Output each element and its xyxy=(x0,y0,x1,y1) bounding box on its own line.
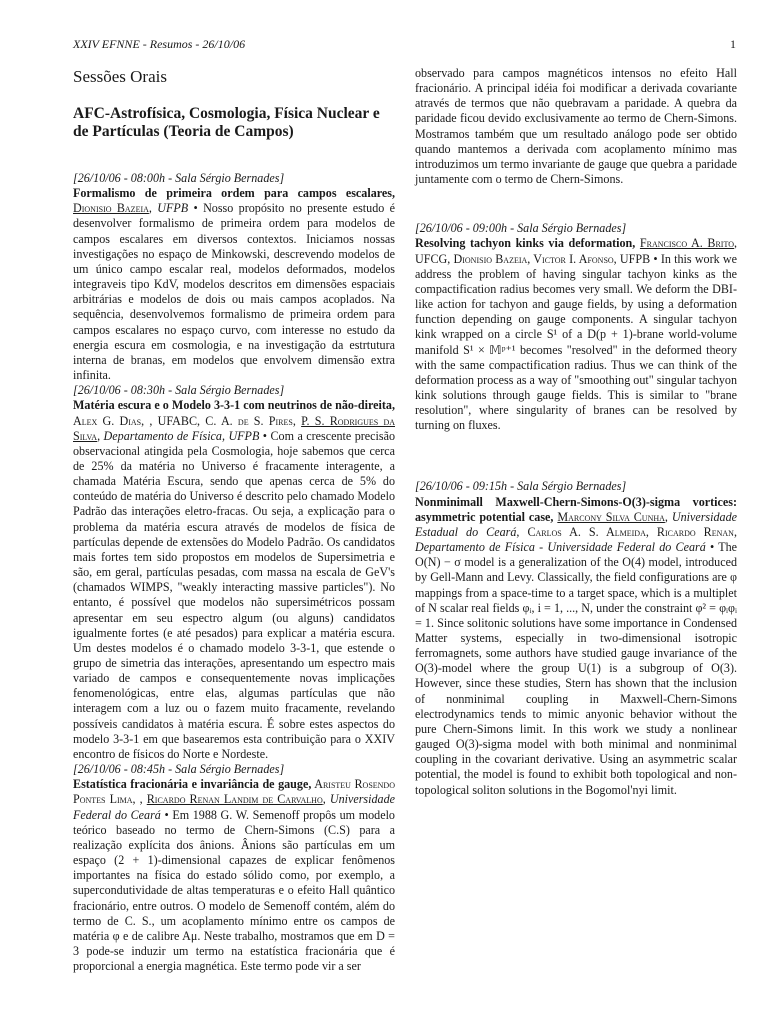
abstract-title: Estatística fracionária e invariância de gauge, xyxy=(73,777,312,792)
section-title: Sessões Orais xyxy=(73,67,167,86)
session-info: [26/10/06 - 08:00h - Sala Sérgio Bernades] xyxy=(73,171,285,185)
header-title: XXIV EFNNE - Resumos - 26/10/06 xyxy=(73,37,246,51)
abstract-entry-4 xyxy=(415,221,737,433)
abstract-title: Matéria escura e o Modelo 3-3-1 com neutrinos de não-direita, xyxy=(73,398,395,413)
page-number: 1 xyxy=(730,37,736,51)
abstract-title: Resolving tachyon kinks via deformation, xyxy=(415,236,636,251)
co-authors: Alex G. Dias, , UFABC, C. A. de S. Pires, xyxy=(73,413,302,428)
abstract-body: • Com a crescente precisão observacional atingida pela Cosmologia, hoje sabemos que cerca de 25% da matéria no Universo é fracamente interagente, a chamada Matéria Escura, sendo que apenas cerca de 5% do conteúdo de matéria do Universo é descrito pelo chamado Modelo Padrão das interações eletro-fracas. Ou seja, a explicação para o problema da matéria escura através de modelos de física de partículas depende de extensões do Modelo Padrão. Os candidatos mais fortes tem sido propostos em modelos de Supersimetria e são, em geral, partículas pesadas, com massa na escala de GeV's (chamados WIMPS, "weakly interacting massive particles"). No entanto, é possível que modelos não supersimétricos possam apresentar em seu espectro algum (ou alguns) candidatos igualmente fortes (e até pesados) para explicar a matéria escura. Um destes modelos é o chamado modelo 3-3-1, que estende o grupo de simetria das interações, apresentando um espectro mais variado de campos e consequentemente novas implicações fenomenológicas, entre elas, algumas partículas que não interagem com a luz ou o fazem muito fracamente, revelando possíveis candidatos à matéria escura. É sobre estes aspectos do modelo 3-3-1 em que basearemos esta contribuição para o XXIV encontro de físicos do Norte e Nordeste. xyxy=(73,428,395,761)
abstract-text xyxy=(73,186,395,383)
abstract-body: • Nosso propósito no presente estudo é desenvolver formalismo de primeira ordem para modelos de campos escalares em diversos contextos. Iniciamos nossas investigações no espaço de Minkowski, descrevendo modelos de um único campo escalar real, modelos deformados, modelos integraveis tipo KdV, modelos descritos em dimensões espaciais arbitrárias e modelos de dois ou mais campos acoplados. Na sequência, desenvolvemos formalismo de primeira ordem para campos escalares no espaço curvo, com interesse no estudo da energia escura em cosmologia, e na investigação da estrtutura interna de branas, em modelos que envolvem dimensão extra infinita. xyxy=(73,201,396,383)
abstract-body: • Em 1988 G. W. Semenoff propôs um modelo teórico baseado no termo de Chern-Simons (C.S) para a realização explícita dos ânions. Ânions são partículas em um espaço (2 + 1)-dimensional capazes de explicar fenômenos importantes na física do estado sólido como, por exemplo, a supercondutividade de altas temperaturas e o efeito Hall quântico fracionário, entre outros. O modelo de Semenoff contém, além do termo de C. S., um acoplamento mínimo entre os campos de matéria φ e de calibre Aμ. Neste trabalho, mostramos que em D = 3 pode-se induzir um termo na estatística fracionária que é proporcional a energia magnética. Este termo pode vir a ser xyxy=(73,807,395,974)
session-info: [26/10/06 - 08:45h - Sala Sérgio Bernades] xyxy=(73,762,285,777)
presenting-author: Marcony Silva Cunha xyxy=(557,509,665,524)
abstract-body: • In this work we address the problem of having singular tachyon kinks as the compactification radius becomes very small. We deform the DBI-like action for tachyon and gauge fields, by using a deformation function depending on gauge components. A singular tachyon kink wrapped on a circle S¹ of a D(p + 1)-brane world-volume manifold S¹ × 𝕄ᵖ⁺¹ becomes "resolved" in the deformed theory with the same compactification radius. Thus we can think of the deformation process as a way of "smoothing out" singular tachyon kink solutions through gauge fields. This is similar to "brane resolution", where singularity of branes can be resolved by turning on fluxes. xyxy=(415,251,737,433)
subsection-title: AFC-Astrofísica, Cosmologia, Física Nuclear e de Partículas (Teoria de Campos) xyxy=(73,105,380,140)
abstract-text xyxy=(73,777,395,974)
session-info: [26/10/06 - 09:00h - Sala Sérgio Bernades] xyxy=(415,221,627,236)
session-info: [26/10/06 - 09:15h - Sala Sérgio Bernades] xyxy=(415,479,627,494)
co-authors: , UFCG, Dionisio Bazeia, Victor I. Afonso, UFPB xyxy=(415,236,738,266)
abstract-text xyxy=(73,398,395,762)
session-info: [26/10/06 - 08:30h - Sala Sérgio Bernades] xyxy=(73,383,285,398)
affiliation-2: Departamento de Física - Universidade Federal do Ceará xyxy=(415,540,706,555)
affiliation: , Universidade Estadual do Ceará xyxy=(415,509,737,539)
left-column xyxy=(73,62,395,974)
abstract-body: • The O(N) − σ model is a generalization of the O(4) model, introduced by Gell-Mann and Levy. Classically, the field configurations are φ mappings from a space-time to a target space, which is a multiplet of N scalar real fields φᵢ, i = 1, ..., N, under the constraint φ² = φᵢφᵢ = 1. Since solitonic solutions have some importance in Condensed Matter systems, especially in two-dimensional isotropic ferromagnets, some authors have studied gauge invariance of the O(3)-model where the group U(1) is a subgroup of O(3). However, since these studies, Stern has shown that the inclusion of nonminimal coupling in Maxwell-Chern-Simons electrodynamics tends to mimic anyonic behavior without the pure Chern-Simons limit. In this work we study a nonlinear gauged O(3)-sigma model with both minimal and nonminimal coupling in the covariant derivative. Using an asymmetric scalar potential, the model is found to exhibit both topological and non-topological soliton solutions in the Bogomol'nyi limit. xyxy=(415,540,737,797)
abstract-entry-5 xyxy=(415,479,737,797)
running-header xyxy=(73,37,736,52)
abstract-text xyxy=(415,495,737,798)
abstract-text xyxy=(415,236,737,433)
affiliation: , Departamento de Física, UFPB xyxy=(97,428,260,443)
presenting-author: Francisco A. Brito xyxy=(639,236,734,251)
presenting-author: P. S. Rodrigues da Silva xyxy=(73,413,396,443)
continued-text xyxy=(415,66,737,187)
co-authors: Aristeu Rosendo Pontes Lima, , xyxy=(73,777,395,807)
abstract-title: Formalismo de primeira ordem para campos escalares, xyxy=(73,186,395,201)
presenting-author: Dionisio Bazeia xyxy=(73,201,149,216)
abstract-entry-2 xyxy=(73,383,395,762)
abstract-entry-3 xyxy=(73,762,395,974)
affiliation: , Universidade Federal do Ceará xyxy=(73,792,395,822)
affiliation: , UFPB xyxy=(148,201,189,216)
right-column xyxy=(415,66,737,798)
presenting-author: Ricardo Renan Landim de Carvalho xyxy=(146,792,323,807)
abstract-body-continued: observado para campos magnéticos intensos no efeito Hall fracionário. A principal idéia foi modificar a derivada covariante através de termos que não quebravam a paridade. A quebra da paridade ficou devido exclusivamente ao termo de Chern-Simons. Mostramos também que um resultado análogo pode ser obtido quando mantemos a derivada com acoplamento mínimo mas introduzimos um termo invariante de gauge que quebra a paridade juntamente com o termo de Chern-Simons. xyxy=(415,66,737,187)
abstract-entry-1 xyxy=(73,171,395,383)
co-authors: , Carlos A. S. Almeida, Ricardo Renan, xyxy=(516,524,737,539)
abstract-title: Nonminimall Maxwell-Chern-Simons-O(3)-sigma vortices: asymmetric potential case, xyxy=(415,494,737,524)
